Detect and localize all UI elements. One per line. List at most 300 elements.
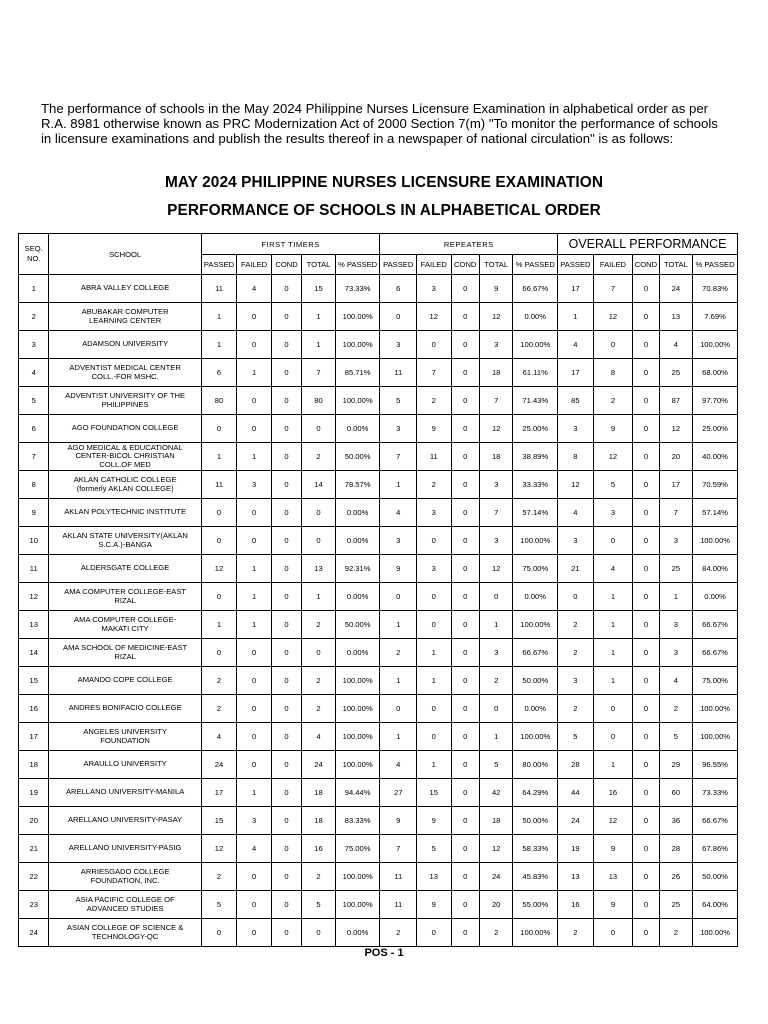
first-timers-failed-cell: 0: [237, 415, 272, 443]
overall-cond-cell: 0: [633, 807, 659, 835]
repeaters-cond-cell: 0: [451, 499, 479, 527]
first-timers-cond-cell: 0: [271, 499, 301, 527]
ov-total-header: TOTAL: [659, 255, 693, 275]
school-name-cell: ABRA VALLEY COLLEGE: [49, 275, 201, 303]
first-timers-cond-cell: 0: [271, 695, 301, 723]
repeaters-percent-cell: 50.00%: [513, 667, 558, 695]
overall-passed-cell: 5: [558, 723, 594, 751]
overall-total-cell: 3: [659, 527, 693, 555]
first-timers-passed-cell: 5: [201, 891, 237, 919]
first-timers-cond-cell: 0: [271, 303, 301, 331]
overall-passed-cell: 17: [558, 275, 594, 303]
repeaters-passed-cell: 11: [380, 359, 417, 387]
first-timers-percent-cell: 100.00%: [335, 751, 380, 779]
repeaters-percent-cell: 66.67%: [513, 275, 558, 303]
school-name-cell: ARAULLO UNIVERSITY: [49, 751, 201, 779]
repeaters-total-cell: 7: [479, 499, 513, 527]
rp-cond-header: COND: [451, 255, 479, 275]
first-timers-percent-cell: 100.00%: [335, 863, 380, 891]
overall-cond-cell: 0: [633, 331, 659, 359]
repeaters-failed-cell: 13: [417, 863, 452, 891]
overall-cond-cell: 0: [633, 387, 659, 415]
repeaters-cond-cell: 0: [451, 331, 479, 359]
overall-percent-cell: 100.00%: [693, 527, 738, 555]
repeaters-percent-cell: 25.00%: [513, 415, 558, 443]
overall-failed-cell: 9: [593, 415, 633, 443]
repeaters-percent-cell: 71.43%: [513, 387, 558, 415]
repeaters-total-cell: 9: [479, 275, 513, 303]
repeaters-cond-cell: 0: [451, 303, 479, 331]
table-row: [19, 415, 738, 443]
overall-passed-cell: 0: [558, 583, 594, 611]
repeaters-failed-cell: 1: [417, 751, 452, 779]
repeaters-percent-cell: 45.83%: [513, 863, 558, 891]
overall-total-cell: 17: [659, 471, 693, 499]
overall-percent-cell: 50.00%: [693, 863, 738, 891]
repeaters-cond-cell: 0: [451, 695, 479, 723]
school-name-cell: ABUBAKAR COMPUTER LEARNING CENTER: [49, 303, 201, 331]
table-row: [19, 499, 738, 527]
first-timers-cond-cell: 0: [271, 443, 301, 471]
repeaters-total-cell: 5: [479, 751, 513, 779]
ft-total-header: TOTAL: [302, 255, 336, 275]
first-timers-passed-cell: 0: [201, 415, 237, 443]
overall-failed-cell: 1: [593, 751, 633, 779]
repeaters-percent-cell: 100.00%: [513, 723, 558, 751]
overall-percent-cell: 0.00%: [693, 583, 738, 611]
overall-passed-cell: 19: [558, 835, 594, 863]
overall-failed-cell: 13: [593, 863, 633, 891]
repeaters-cond-cell: 0: [451, 863, 479, 891]
ft-passed-header: PASSED: [201, 255, 237, 275]
first-timers-failed-cell: 0: [237, 639, 272, 667]
overall-passed-cell: 13: [558, 863, 594, 891]
overall-failed-cell: 1: [593, 667, 633, 695]
overall-failed-cell: 16: [593, 779, 633, 807]
repeaters-passed-cell: 1: [380, 723, 417, 751]
repeaters-total-cell: 0: [479, 695, 513, 723]
seq-number-cell: 5: [19, 387, 49, 415]
seq-number-cell: 8: [19, 471, 49, 499]
first-timers-total-cell: 0: [302, 415, 336, 443]
repeaters-total-cell: 42: [479, 779, 513, 807]
first-timers-total-cell: 0: [302, 919, 336, 947]
seq-number-cell: 10: [19, 527, 49, 555]
first-timers-failed-cell: 1: [237, 779, 272, 807]
first-timers-failed-cell: 1: [237, 443, 272, 471]
repeaters-cond-cell: 0: [451, 723, 479, 751]
first-timers-total-cell: 18: [302, 779, 336, 807]
repeaters-total-cell: 7: [479, 387, 513, 415]
first-timers-percent-cell: 0.00%: [335, 527, 380, 555]
overall-failed-cell: 1: [593, 639, 633, 667]
overall-percent-cell: 100.00%: [693, 919, 738, 947]
repeaters-cond-cell: 0: [451, 275, 479, 303]
first-timers-percent-cell: 100.00%: [335, 891, 380, 919]
first-timers-percent-cell: 100.00%: [335, 387, 380, 415]
first-timers-percent-cell: 100.00%: [335, 303, 380, 331]
repeaters-passed-cell: 11: [380, 891, 417, 919]
repeaters-passed-cell: 7: [380, 443, 417, 471]
repeaters-passed-cell: 3: [380, 331, 417, 359]
rp-percent-header: % PASSED: [513, 255, 558, 275]
repeaters-cond-cell: 0: [451, 891, 479, 919]
first-timers-total-cell: 2: [302, 863, 336, 891]
overall-total-cell: 28: [659, 835, 693, 863]
first-timers-passed-cell: 11: [201, 275, 237, 303]
repeaters-total-cell: 2: [479, 667, 513, 695]
table-row: [19, 807, 738, 835]
overall-cond-cell: 0: [633, 471, 659, 499]
repeaters-failed-cell: 11: [417, 443, 452, 471]
overall-passed-cell: 16: [558, 891, 594, 919]
overall-passed-cell: 12: [558, 471, 594, 499]
overall-cond-cell: 0: [633, 415, 659, 443]
repeaters-percent-cell: 61.11%: [513, 359, 558, 387]
first-timers-passed-cell: 1: [201, 611, 237, 639]
repeaters-passed-cell: 2: [380, 639, 417, 667]
overall-total-cell: 25: [659, 359, 693, 387]
first-timers-percent-cell: 100.00%: [335, 331, 380, 359]
repeaters-cond-cell: 0: [451, 471, 479, 499]
table-row: [19, 387, 738, 415]
first-timers-total-cell: 2: [302, 611, 336, 639]
overall-cond-cell: 0: [633, 583, 659, 611]
seq-number-cell: 6: [19, 415, 49, 443]
overall-failed-cell: 1: [593, 583, 633, 611]
first-timers-failed-cell: 3: [237, 807, 272, 835]
repeaters-failed-cell: 0: [417, 723, 452, 751]
table-row: [19, 751, 738, 779]
school-name-cell: ASIAN COLLEGE OF SCIENCE & TECHNOLOGY-QC: [49, 919, 201, 947]
repeaters-total-cell: 3: [479, 639, 513, 667]
repeaters-passed-cell: 4: [380, 499, 417, 527]
first-timers-passed-cell: 2: [201, 695, 237, 723]
seq-number-cell: 16: [19, 695, 49, 723]
first-timers-passed-cell: 0: [201, 583, 237, 611]
repeaters-passed-cell: 1: [380, 471, 417, 499]
results-table: [18, 233, 738, 947]
school-name-cell: AGO MEDICAL & EDUCATIONAL CENTER-BICOL CHRISTIAN COLL.OF MED: [49, 443, 201, 471]
repeaters-passed-cell: 27: [380, 779, 417, 807]
first-timers-percent-cell: 0.00%: [335, 919, 380, 947]
overall-total-cell: 36: [659, 807, 693, 835]
first-timers-percent-cell: 0.00%: [335, 583, 380, 611]
overall-passed-cell: 4: [558, 331, 594, 359]
overall-percent-cell: 66.67%: [693, 639, 738, 667]
first-timers-failed-cell: 1: [237, 359, 272, 387]
overall-total-cell: 4: [659, 331, 693, 359]
repeaters-total-cell: 1: [479, 723, 513, 751]
school-name-cell: AMA COMPUTER COLLEGE- MAKATI CITY: [49, 611, 201, 639]
first-timers-total-cell: 0: [302, 499, 336, 527]
school-name-cell: ADAMSON UNIVERSITY: [49, 331, 201, 359]
first-timers-cond-cell: 0: [271, 723, 301, 751]
report-subtitle: PERFORMANCE OF SCHOOLS IN ALPHABETICAL ORDER: [167, 202, 601, 219]
repeaters-failed-cell: 9: [417, 807, 452, 835]
overall-total-cell: 60: [659, 779, 693, 807]
repeaters-total-cell: 1: [479, 611, 513, 639]
school-name-cell: AMA COMPUTER COLLEGE-EAST RIZAL: [49, 583, 201, 611]
overall-cond-cell: 0: [633, 639, 659, 667]
overall-percent-cell: 70.83%: [693, 275, 738, 303]
first-timers-passed-cell: 2: [201, 863, 237, 891]
first-timers-total-cell: 1: [302, 331, 336, 359]
repeaters-cond-cell: 0: [451, 751, 479, 779]
overall-percent-cell: 40.00%: [693, 443, 738, 471]
overall-passed-cell: 4: [558, 499, 594, 527]
repeaters-cond-cell: 0: [451, 667, 479, 695]
first-timers-failed-cell: 0: [237, 527, 272, 555]
overall-total-cell: 87: [659, 387, 693, 415]
first-timers-percent-cell: 83.33%: [335, 807, 380, 835]
first-timers-total-cell: 4: [302, 723, 336, 751]
repeaters-cond-cell: 0: [451, 555, 479, 583]
first-timers-cond-cell: 0: [271, 751, 301, 779]
seq-number-cell: 14: [19, 639, 49, 667]
overall-failed-cell: 0: [593, 695, 633, 723]
repeaters-failed-cell: 9: [417, 891, 452, 919]
first-timers-passed-cell: 1: [201, 303, 237, 331]
overall-failed-cell: 0: [593, 723, 633, 751]
table-row: [19, 611, 738, 639]
overall-percent-cell: 97.70%: [693, 387, 738, 415]
repeaters-cond-cell: 0: [451, 835, 479, 863]
overall-total-cell: 25: [659, 555, 693, 583]
school-header: SCHOOL: [49, 234, 201, 275]
first-timers-total-cell: 7: [302, 359, 336, 387]
first-timers-total-cell: 18: [302, 807, 336, 835]
overall-passed-cell: 17: [558, 359, 594, 387]
repeaters-percent-cell: 66.67%: [513, 639, 558, 667]
first-timers-passed-cell: 17: [201, 779, 237, 807]
seq-number-cell: 22: [19, 863, 49, 891]
table-row: [19, 723, 738, 751]
overall-cond-cell: 0: [633, 863, 659, 891]
repeaters-total-cell: 2: [479, 919, 513, 947]
overall-failed-cell: 5: [593, 471, 633, 499]
repeaters-passed-cell: 9: [380, 555, 417, 583]
first-timers-cond-cell: 0: [271, 471, 301, 499]
repeaters-percent-cell: 100.00%: [513, 331, 558, 359]
repeaters-passed-cell: 2: [380, 919, 417, 947]
first-timers-failed-cell: 4: [237, 835, 272, 863]
seq-number-cell: 24: [19, 919, 49, 947]
overall-total-cell: 26: [659, 863, 693, 891]
repeaters-percent-cell: 100.00%: [513, 919, 558, 947]
first-timers-failed-cell: 0: [237, 863, 272, 891]
first-timers-passed-cell: 4: [201, 723, 237, 751]
first-timers-passed-cell: 15: [201, 807, 237, 835]
overall-total-cell: 25: [659, 891, 693, 919]
overall-passed-cell: 44: [558, 779, 594, 807]
overall-percent-cell: 68.00%: [693, 359, 738, 387]
first-timers-failed-cell: 0: [237, 499, 272, 527]
overall-percent-cell: 57.14%: [693, 499, 738, 527]
overall-cond-cell: 0: [633, 723, 659, 751]
repeaters-passed-cell: 3: [380, 527, 417, 555]
table-row: [19, 275, 738, 303]
repeaters-percent-cell: 57.14%: [513, 499, 558, 527]
overall-cond-cell: 0: [633, 751, 659, 779]
overall-total-cell: 2: [659, 919, 693, 947]
overall-failed-cell: 0: [593, 919, 633, 947]
first-timers-passed-cell: 24: [201, 751, 237, 779]
first-timers-cond-cell: 0: [271, 807, 301, 835]
overall-percent-cell: 70.59%: [693, 471, 738, 499]
overall-total-cell: 3: [659, 611, 693, 639]
repeaters-passed-cell: 0: [380, 695, 417, 723]
overall-cond-cell: 0: [633, 891, 659, 919]
table-row: [19, 555, 738, 583]
seq-number-cell: 7: [19, 443, 49, 471]
table-row: [19, 919, 738, 947]
repeaters-total-cell: 3: [479, 331, 513, 359]
first-timers-total-cell: 5: [302, 891, 336, 919]
first-timers-total-cell: 14: [302, 471, 336, 499]
repeaters-total-cell: 3: [479, 471, 513, 499]
repeaters-cond-cell: 0: [451, 387, 479, 415]
first-timers-passed-cell: 12: [201, 835, 237, 863]
table-body: [19, 275, 738, 947]
school-name-cell: ARELLANO UNIVERSITY-PASAY: [49, 807, 201, 835]
overall-failed-cell: 2: [593, 387, 633, 415]
overall-percent-cell: 100.00%: [693, 723, 738, 751]
first-timers-passed-cell: 12: [201, 555, 237, 583]
first-timers-total-cell: 1: [302, 303, 336, 331]
overall-percent-cell: 25.00%: [693, 415, 738, 443]
repeaters-failed-cell: 0: [417, 331, 452, 359]
first-timers-total-cell: 0: [302, 527, 336, 555]
table-row: [19, 303, 738, 331]
first-timers-failed-cell: 3: [237, 471, 272, 499]
first-timers-percent-cell: 100.00%: [335, 695, 380, 723]
ft-cond-header: COND: [271, 255, 301, 275]
overall-total-cell: 2: [659, 695, 693, 723]
repeaters-failed-cell: 2: [417, 387, 452, 415]
first-timers-passed-cell: 0: [201, 527, 237, 555]
overall-failed-cell: 12: [593, 807, 633, 835]
repeaters-passed-cell: 3: [380, 415, 417, 443]
overall-percent-cell: 96.55%: [693, 751, 738, 779]
repeaters-cond-cell: 0: [451, 611, 479, 639]
repeaters-percent-cell: 75.00%: [513, 555, 558, 583]
school-name-cell: AMANDO COPE COLLEGE: [49, 667, 201, 695]
repeaters-percent-cell: 55.00%: [513, 891, 558, 919]
repeaters-percent-cell: 0.00%: [513, 583, 558, 611]
repeaters-passed-cell: 5: [380, 387, 417, 415]
table-row: [19, 583, 738, 611]
repeaters-percent-cell: 50.00%: [513, 807, 558, 835]
seq-number-cell: 20: [19, 807, 49, 835]
first-timers-failed-cell: 0: [237, 919, 272, 947]
table-row: [19, 359, 738, 387]
first-timers-passed-cell: 0: [201, 639, 237, 667]
first-timers-failed-cell: 0: [237, 387, 272, 415]
first-timers-header: FIRST TIMERS: [201, 234, 380, 255]
first-timers-passed-cell: 1: [201, 331, 237, 359]
first-timers-cond-cell: 0: [271, 891, 301, 919]
repeaters-total-cell: 12: [479, 303, 513, 331]
repeaters-total-cell: 12: [479, 835, 513, 863]
table-row: [19, 779, 738, 807]
overall-failed-cell: 12: [593, 443, 633, 471]
repeaters-failed-cell: 2: [417, 471, 452, 499]
seq-number-cell: 12: [19, 583, 49, 611]
first-timers-failed-cell: 0: [237, 751, 272, 779]
overall-percent-cell: 64.00%: [693, 891, 738, 919]
school-name-cell: AKLAN POLYTECHNIC INSTITUTE: [49, 499, 201, 527]
school-name-cell: ARRIESGADO COLLEGE FOUNDATION, INC.: [49, 863, 201, 891]
overall-passed-cell: 24: [558, 807, 594, 835]
first-timers-cond-cell: 0: [271, 835, 301, 863]
first-timers-passed-cell: 6: [201, 359, 237, 387]
ft-percent-header: % PASSED: [335, 255, 380, 275]
ov-percent-header: % PASSED: [693, 255, 738, 275]
repeaters-cond-cell: 0: [451, 919, 479, 947]
overall-cond-cell: 0: [633, 359, 659, 387]
overall-percent-cell: 84.00%: [693, 555, 738, 583]
school-name-cell: AGO FOUNDATION COLLEGE: [49, 415, 201, 443]
repeaters-failed-cell: 0: [417, 527, 452, 555]
repeaters-failed-cell: 5: [417, 835, 452, 863]
seq-number-cell: 13: [19, 611, 49, 639]
table-row: [19, 667, 738, 695]
first-timers-cond-cell: 0: [271, 331, 301, 359]
repeaters-failed-cell: 0: [417, 695, 452, 723]
repeaters-cond-cell: 0: [451, 583, 479, 611]
first-timers-failed-cell: 0: [237, 695, 272, 723]
seq-number-cell: 11: [19, 555, 49, 583]
school-name-cell: ASIA PACIFIC COLLEGE OF ADVANCED STUDIES: [49, 891, 201, 919]
school-name-cell: AKLAN CATHOLIC COLLEGE (formerly AKLAN COLLEGE): [49, 471, 201, 499]
table-row: [19, 863, 738, 891]
repeaters-percent-cell: 58.33%: [513, 835, 558, 863]
overall-percent-cell: 73.33%: [693, 779, 738, 807]
overall-failed-cell: 0: [593, 331, 633, 359]
first-timers-percent-cell: 0.00%: [335, 639, 380, 667]
repeaters-total-cell: 12: [479, 555, 513, 583]
first-timers-percent-cell: 85.71%: [335, 359, 380, 387]
first-timers-passed-cell: 2: [201, 667, 237, 695]
repeaters-total-cell: 3: [479, 527, 513, 555]
first-timers-failed-cell: 0: [237, 723, 272, 751]
table-row: [19, 471, 738, 499]
repeaters-passed-cell: 1: [380, 667, 417, 695]
overall-cond-cell: 0: [633, 527, 659, 555]
first-timers-total-cell: 2: [302, 695, 336, 723]
repeaters-passed-cell: 0: [380, 303, 417, 331]
first-timers-failed-cell: 1: [237, 583, 272, 611]
overall-failed-cell: 9: [593, 835, 633, 863]
repeaters-percent-cell: 38.89%: [513, 443, 558, 471]
table-row: [19, 891, 738, 919]
first-timers-total-cell: 1: [302, 583, 336, 611]
first-timers-passed-cell: 80: [201, 387, 237, 415]
repeaters-cond-cell: 0: [451, 443, 479, 471]
first-timers-percent-cell: 92.31%: [335, 555, 380, 583]
repeaters-passed-cell: 4: [380, 751, 417, 779]
repeaters-failed-cell: 3: [417, 555, 452, 583]
first-timers-percent-cell: 0.00%: [335, 415, 380, 443]
repeaters-cond-cell: 0: [451, 527, 479, 555]
first-timers-cond-cell: 0: [271, 779, 301, 807]
repeaters-cond-cell: 0: [451, 807, 479, 835]
seq-number-cell: 15: [19, 667, 49, 695]
ov-passed-header: PASSED: [558, 255, 594, 275]
school-name-cell: ARELLANO UNIVERSITY-MANILA: [49, 779, 201, 807]
first-timers-percent-cell: 94.44%: [335, 779, 380, 807]
